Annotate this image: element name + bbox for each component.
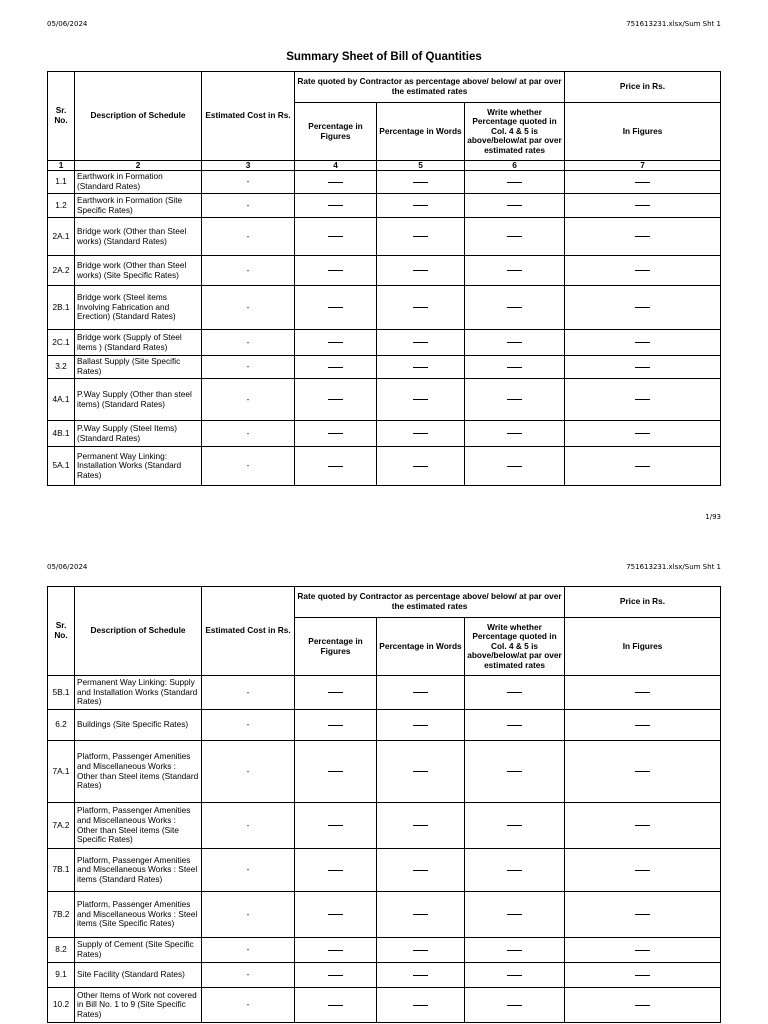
document-title: Summary Sheet of Bill of Quantities xyxy=(286,51,482,63)
estimated-cost-cell: - xyxy=(202,379,295,421)
pct-words-blank[interactable] xyxy=(377,286,465,330)
table-row xyxy=(48,330,721,356)
fill-in-line xyxy=(413,342,428,343)
fill-in-line xyxy=(635,342,650,343)
table-row xyxy=(48,741,721,803)
pct-figures-blank[interactable] xyxy=(295,676,377,710)
pct-words-blank[interactable] xyxy=(377,741,465,803)
header-pct-figures: Percentage in Figures xyxy=(295,618,377,676)
table-row xyxy=(48,892,721,938)
header-in-figures: In Figures xyxy=(565,618,721,676)
table-row xyxy=(48,171,721,194)
fill-in-line xyxy=(413,270,428,271)
fill-in-line xyxy=(507,270,522,271)
description-cell: Earthwork in Formation (Site Specific Rates) xyxy=(75,194,202,218)
write-whether-blank[interactable] xyxy=(465,218,565,256)
fill-in-line xyxy=(328,182,343,183)
fill-in-line xyxy=(635,771,650,772)
pct-figures-blank[interactable] xyxy=(295,194,377,218)
price-figures-blank[interactable] xyxy=(565,676,721,710)
write-whether-blank[interactable] xyxy=(465,963,565,988)
description-cell: Permanent Way Linking: Supply and Installation Works (Standard Rates) xyxy=(75,676,202,710)
estimated-cost-cell: - xyxy=(202,171,295,194)
estimated-cost-cell: - xyxy=(202,421,295,447)
fill-in-line xyxy=(507,205,522,206)
estimated-cost-cell: - xyxy=(202,218,295,256)
pct-figures-blank[interactable] xyxy=(295,218,377,256)
fill-in-line xyxy=(635,950,650,951)
price-figures-blank[interactable] xyxy=(565,218,721,256)
write-whether-blank[interactable] xyxy=(465,330,565,356)
estimated-cost-cell: - xyxy=(202,676,295,710)
fill-in-line xyxy=(328,914,343,915)
pct-figures-blank[interactable] xyxy=(295,330,377,356)
sr-no-cell: 3.2 xyxy=(48,356,75,379)
header-in-figures: In Figures xyxy=(565,103,721,161)
description-cell: Platform, Passenger Amenities and Miscellaneous Works : Other than Steel items (Site Specific Rates) xyxy=(75,803,202,849)
fill-in-line xyxy=(413,1005,428,1006)
write-whether-blank[interactable] xyxy=(465,256,565,286)
fill-in-line xyxy=(507,182,522,183)
fill-in-line xyxy=(635,433,650,434)
price-figures-blank[interactable] xyxy=(565,447,721,486)
price-figures-blank[interactable] xyxy=(565,963,721,988)
sr-no-cell: 10.2 xyxy=(48,988,75,1023)
fill-in-line xyxy=(413,870,428,871)
print-date: 05/06/2024 xyxy=(47,20,88,28)
header-write-whether: Write whether Percentage quoted in Col. 4 & 5 is above/below/at par over estimated rates xyxy=(465,618,565,676)
page-header xyxy=(47,20,721,28)
fill-in-line xyxy=(328,950,343,951)
fill-in-line xyxy=(507,692,522,693)
table-row xyxy=(48,676,721,710)
fill-in-line xyxy=(328,870,343,871)
sr-no-cell: 1.1 xyxy=(48,171,75,194)
table-row xyxy=(48,849,721,892)
sr-no-cell: 4B.1 xyxy=(48,421,75,447)
description-cell: Platform, Passenger Amenities and Miscellaneous Works : Steel items (Site Specific Rates) xyxy=(75,892,202,938)
sr-no-cell: 7A.2 xyxy=(48,803,75,849)
fill-in-line xyxy=(328,725,343,726)
pct-words-blank[interactable] xyxy=(377,892,465,938)
fill-in-line xyxy=(328,975,343,976)
pct-figures-blank[interactable] xyxy=(295,286,377,330)
estimated-cost-cell: - xyxy=(202,963,295,988)
fill-in-line xyxy=(635,975,650,976)
fill-in-line xyxy=(328,1005,343,1006)
fill-in-line xyxy=(635,914,650,915)
table-row xyxy=(48,194,721,218)
fill-in-line xyxy=(328,466,343,467)
price-figures-blank[interactable] xyxy=(565,803,721,849)
column-number: 3 xyxy=(202,161,295,171)
sr-no-cell: 2A.1 xyxy=(48,218,75,256)
price-figures-blank[interactable] xyxy=(565,194,721,218)
fill-in-line xyxy=(507,367,522,368)
sr-no-cell: 4A.1 xyxy=(48,379,75,421)
description-cell: Bridge work (Other than Steel works) (Standard Rates) xyxy=(75,218,202,256)
pct-figures-blank[interactable] xyxy=(295,256,377,286)
column-number: 4 xyxy=(295,161,377,171)
table-row xyxy=(48,710,721,741)
fill-in-line xyxy=(413,825,428,826)
write-whether-blank[interactable] xyxy=(465,741,565,803)
pct-figures-blank[interactable] xyxy=(295,710,377,741)
sr-no-cell: 2C.1 xyxy=(48,330,75,356)
fill-in-line xyxy=(507,307,522,308)
boq-summary-table-continued xyxy=(47,586,721,1023)
fill-in-line xyxy=(328,825,343,826)
fill-in-line xyxy=(507,466,522,467)
table-row xyxy=(48,988,721,1023)
file-reference: 751613231.xlsx/Sum Sht 1 xyxy=(626,20,721,28)
sr-no-cell: 2B.1 xyxy=(48,286,75,330)
estimated-cost-cell: - xyxy=(202,194,295,218)
estimated-cost-cell: - xyxy=(202,849,295,892)
fill-in-line xyxy=(507,342,522,343)
fill-in-line xyxy=(413,433,428,434)
fill-in-line xyxy=(328,692,343,693)
estimated-cost-cell: - xyxy=(202,803,295,849)
price-figures-blank[interactable] xyxy=(565,256,721,286)
fill-in-line xyxy=(635,307,650,308)
description-cell: Bridge work (Other than Steel works) (Site Specific Rates) xyxy=(75,256,202,286)
fill-in-line xyxy=(635,725,650,726)
header-sr-no: Sr. No. xyxy=(48,72,75,161)
sr-no-cell: 2A.2 xyxy=(48,256,75,286)
estimated-cost-cell: - xyxy=(202,741,295,803)
description-cell: Supply of Cement (Site Specific Rates) xyxy=(75,938,202,963)
sr-no-cell: 7A.1 xyxy=(48,741,75,803)
fill-in-line xyxy=(413,914,428,915)
header-description: Description of Schedule xyxy=(75,72,202,161)
fill-in-line xyxy=(635,205,650,206)
sr-no-cell: 7B.2 xyxy=(48,892,75,938)
description-cell: Buildings (Site Specific Rates) xyxy=(75,710,202,741)
table-row xyxy=(48,356,721,379)
pct-words-blank[interactable] xyxy=(377,356,465,379)
pct-words-blank[interactable] xyxy=(377,803,465,849)
pct-figures-blank[interactable] xyxy=(295,447,377,486)
write-whether-blank[interactable] xyxy=(465,849,565,892)
pct-figures-blank[interactable] xyxy=(295,849,377,892)
write-whether-blank[interactable] xyxy=(465,171,565,194)
description-cell: Platform, Passenger Amenities and Miscellaneous Works : Other than Steel items (Standard Rates) xyxy=(75,741,202,803)
pct-words-blank[interactable] xyxy=(377,963,465,988)
pct-figures-blank[interactable] xyxy=(295,356,377,379)
estimated-cost-cell: - xyxy=(202,988,295,1023)
pct-words-blank[interactable] xyxy=(377,710,465,741)
price-figures-blank[interactable] xyxy=(565,286,721,330)
fill-in-line xyxy=(635,367,650,368)
fill-in-line xyxy=(413,725,428,726)
fill-in-line xyxy=(507,399,522,400)
description-cell: Earthwork in Formation (Standard Rates) xyxy=(75,171,202,194)
fill-in-line xyxy=(635,270,650,271)
estimated-cost-cell: - xyxy=(202,330,295,356)
header-estimated-cost: Estimated Cost in Rs. xyxy=(202,72,295,161)
fill-in-line xyxy=(635,825,650,826)
pct-words-blank[interactable] xyxy=(377,676,465,710)
fill-in-line xyxy=(507,825,522,826)
header-estimated-cost: Estimated Cost in Rs. xyxy=(202,587,295,676)
header-rate-group: Rate quoted by Contractor as percentage above/ below/ at par over the estimated rates xyxy=(295,587,565,618)
column-number: 1 xyxy=(48,161,75,171)
fill-in-line xyxy=(413,182,428,183)
price-figures-blank[interactable] xyxy=(565,892,721,938)
pct-words-blank[interactable] xyxy=(377,330,465,356)
header-price-group: Price in Rs. xyxy=(565,587,721,618)
header-pct-figures: Percentage in Figures xyxy=(295,103,377,161)
pct-words-blank[interactable] xyxy=(377,379,465,421)
page-number: 1/93 xyxy=(705,513,721,521)
write-whether-blank[interactable] xyxy=(465,194,565,218)
write-whether-blank[interactable] xyxy=(465,356,565,379)
fill-in-line xyxy=(328,236,343,237)
fill-in-line xyxy=(413,307,428,308)
write-whether-blank[interactable] xyxy=(465,286,565,330)
fill-in-line xyxy=(635,692,650,693)
print-date: 05/06/2024 xyxy=(47,563,88,571)
fill-in-line xyxy=(413,975,428,976)
header-pct-words: Percentage in Words xyxy=(377,618,465,676)
pct-figures-blank[interactable] xyxy=(295,171,377,194)
pct-figures-blank[interactable] xyxy=(295,421,377,447)
table-row xyxy=(48,421,721,447)
table-row xyxy=(48,286,721,330)
pct-words-blank[interactable] xyxy=(377,256,465,286)
description-cell: Bridge work (Steel items Involving Fabrication and Erection) (Standard Rates) xyxy=(75,286,202,330)
description-cell: P.Way Supply (Steel Items) (Standard Rates) xyxy=(75,421,202,447)
write-whether-blank[interactable] xyxy=(465,938,565,963)
sr-no-cell: 9.1 xyxy=(48,963,75,988)
fill-in-line xyxy=(635,466,650,467)
fill-in-line xyxy=(328,205,343,206)
fill-in-line xyxy=(507,725,522,726)
fill-in-line xyxy=(328,367,343,368)
pct-words-blank[interactable] xyxy=(377,988,465,1023)
fill-in-line xyxy=(635,236,650,237)
fill-in-line xyxy=(507,433,522,434)
price-figures-blank[interactable] xyxy=(565,356,721,379)
description-cell: Permanent Way Linking: Installation Works (Standard Rates) xyxy=(75,447,202,486)
column-number: 2 xyxy=(75,161,202,171)
table-row xyxy=(48,803,721,849)
description-cell: Other Items of Work not covered in Bill No. 1 to 9 (Site Specific Rates) xyxy=(75,988,202,1023)
fill-in-line xyxy=(507,870,522,871)
header-rate-group: Rate quoted by Contractor as percentage above/ below/ at par over the estimated rates xyxy=(295,72,565,103)
fill-in-line xyxy=(413,950,428,951)
table-row xyxy=(48,256,721,286)
table-row xyxy=(48,447,721,486)
pct-words-blank[interactable] xyxy=(377,421,465,447)
column-number: 5 xyxy=(377,161,465,171)
fill-in-line xyxy=(413,692,428,693)
estimated-cost-cell: - xyxy=(202,286,295,330)
sr-no-cell: 5A.1 xyxy=(48,447,75,486)
write-whether-blank[interactable] xyxy=(465,803,565,849)
header-price-group: Price in Rs. xyxy=(565,72,721,103)
table-row xyxy=(48,963,721,988)
price-figures-blank[interactable] xyxy=(565,988,721,1023)
write-whether-blank[interactable] xyxy=(465,988,565,1023)
write-whether-blank[interactable] xyxy=(465,892,565,938)
fill-in-line xyxy=(328,399,343,400)
sr-no-cell: 1.2 xyxy=(48,194,75,218)
pct-figures-blank[interactable] xyxy=(295,988,377,1023)
write-whether-blank[interactable] xyxy=(465,379,565,421)
fill-in-line xyxy=(413,367,428,368)
fill-in-line xyxy=(507,1005,522,1006)
price-figures-blank[interactable] xyxy=(565,849,721,892)
column-number: 7 xyxy=(565,161,721,171)
pct-words-blank[interactable] xyxy=(377,849,465,892)
column-number-row xyxy=(48,161,721,171)
fill-in-line xyxy=(413,399,428,400)
price-figures-blank[interactable] xyxy=(565,741,721,803)
write-whether-blank[interactable] xyxy=(465,447,565,486)
pct-figures-blank[interactable] xyxy=(295,379,377,421)
sr-no-cell: 5B.1 xyxy=(48,676,75,710)
write-whether-blank[interactable] xyxy=(465,676,565,710)
pct-words-blank[interactable] xyxy=(377,447,465,486)
fill-in-line xyxy=(507,975,522,976)
sr-no-cell: 6.2 xyxy=(48,710,75,741)
estimated-cost-cell: - xyxy=(202,710,295,741)
fill-in-line xyxy=(328,270,343,271)
column-number: 6 xyxy=(465,161,565,171)
write-whether-blank[interactable] xyxy=(465,421,565,447)
header-pct-words: Percentage in Words xyxy=(377,103,465,161)
pct-words-blank[interactable] xyxy=(377,938,465,963)
fill-in-line xyxy=(507,914,522,915)
table-row xyxy=(48,218,721,256)
fill-in-line xyxy=(413,205,428,206)
fill-in-line xyxy=(635,1005,650,1006)
fill-in-line xyxy=(328,771,343,772)
fill-in-line xyxy=(507,950,522,951)
estimated-cost-cell: - xyxy=(202,256,295,286)
estimated-cost-cell: - xyxy=(202,892,295,938)
page-header xyxy=(47,563,721,571)
price-figures-blank[interactable] xyxy=(565,938,721,963)
header-write-whether: Write whether Percentage quoted in Col. 4 & 5 is above/below/at par over estimated rates xyxy=(465,103,565,161)
sr-no-cell: 8.2 xyxy=(48,938,75,963)
table-row xyxy=(48,379,721,421)
pct-figures-blank[interactable] xyxy=(295,963,377,988)
description-cell: Ballast Supply (Site Specific Rates) xyxy=(75,356,202,379)
fill-in-line xyxy=(507,236,522,237)
fill-in-line xyxy=(507,771,522,772)
sr-no-cell: 7B.1 xyxy=(48,849,75,892)
description-cell: Site Facility (Standard Rates) xyxy=(75,963,202,988)
estimated-cost-cell: - xyxy=(202,447,295,486)
pct-figures-blank[interactable] xyxy=(295,803,377,849)
fill-in-line xyxy=(413,771,428,772)
price-figures-blank[interactable] xyxy=(565,710,721,741)
fill-in-line xyxy=(328,433,343,434)
header-sr-no: Sr. No. xyxy=(48,587,75,676)
header-description: Description of Schedule xyxy=(75,587,202,676)
file-reference: 751613231.xlsx/Sum Sht 1 xyxy=(626,563,721,571)
table-row xyxy=(48,938,721,963)
fill-in-line xyxy=(328,342,343,343)
estimated-cost-cell: - xyxy=(202,356,295,379)
fill-in-line xyxy=(635,399,650,400)
price-figures-blank[interactable] xyxy=(565,421,721,447)
pct-words-blank[interactable] xyxy=(377,218,465,256)
fill-in-line xyxy=(328,307,343,308)
write-whether-blank[interactable] xyxy=(465,710,565,741)
pct-figures-blank[interactable] xyxy=(295,741,377,803)
description-cell: P.Way Supply (Other than steel items) (Standard Rates) xyxy=(75,379,202,421)
pct-words-blank[interactable] xyxy=(377,171,465,194)
estimated-cost-cell: - xyxy=(202,938,295,963)
fill-in-line xyxy=(635,870,650,871)
price-figures-blank[interactable] xyxy=(565,171,721,194)
fill-in-line xyxy=(413,466,428,467)
description-cell: Bridge work (Supply of Steel items ) (Standard Rates) xyxy=(75,330,202,356)
pct-words-blank[interactable] xyxy=(377,194,465,218)
fill-in-line xyxy=(635,182,650,183)
boq-summary-table xyxy=(47,71,721,486)
price-figures-blank[interactable] xyxy=(565,330,721,356)
description-cell: Platform, Passenger Amenities and Miscellaneous Works : Steel items (Standard Rates) xyxy=(75,849,202,892)
price-figures-blank[interactable] xyxy=(565,379,721,421)
fill-in-line xyxy=(413,236,428,237)
pct-figures-blank[interactable] xyxy=(295,892,377,938)
pct-figures-blank[interactable] xyxy=(295,938,377,963)
